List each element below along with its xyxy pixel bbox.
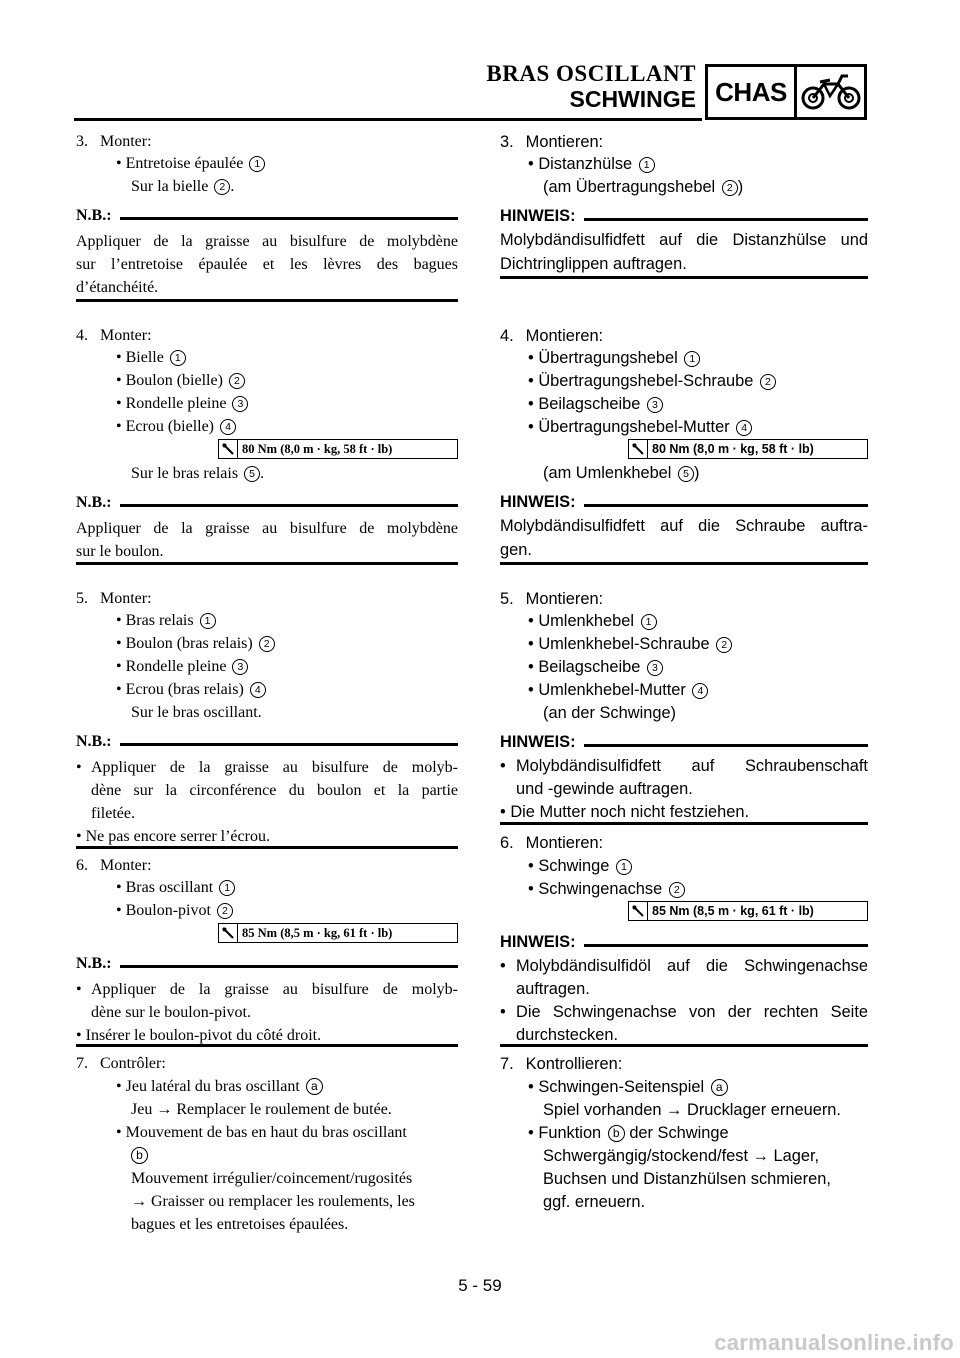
note-text: • Ne pas encore serrer l’écrou. (76, 828, 270, 845)
part-item: • Boulon (bielle) 2 (116, 370, 245, 392)
note-end-rule (76, 846, 458, 849)
note-heading: HINWEIS: (500, 933, 868, 952)
check-item: • Mouvement de bas en haut du bras oscillant (116, 1124, 407, 1141)
watermark-link[interactable]: carmanualsonline.info (714, 1330, 954, 1355)
torque-spec: 85 Nm (8,5 m · kg, 61 ft · lb) (628, 901, 868, 921)
step-5-heading: 5. Montieren: (500, 590, 604, 608)
note-heading: N.B.: (76, 207, 458, 225)
wrench-icon (219, 440, 238, 458)
note-text: auftragen. (516, 980, 590, 998)
note-text: und -gewinde auftragen. (516, 780, 693, 798)
part-item: • Rondelle pleine 3 (116, 393, 248, 415)
step-7-heading: 7. Contrôler: (76, 1055, 166, 1072)
note-text: gen. (500, 541, 532, 559)
note-end-rule (500, 276, 868, 279)
note-text: Appliquer de la graisse au bisulfure de molybdène (76, 520, 458, 537)
install-location: Sur le bras relais 5 . (131, 465, 265, 482)
wrench-icon (629, 440, 648, 458)
callout-marker: 2 (214, 179, 230, 195)
part-item: • Bielle 1 (116, 347, 186, 369)
torque-spec: 85 Nm (8,5 m · kg, 61 ft · lb) (218, 923, 458, 943)
part-item: • Beilagscheibe 3 (528, 393, 663, 415)
note-heading: N.B.: (76, 733, 458, 751)
step-3-heading (76, 131, 152, 153)
step-7-heading: 7. Kontrollieren: (500, 1055, 623, 1073)
install-location: (an der Schwinge) (543, 704, 677, 722)
note-text: durchstecken. (516, 1026, 619, 1044)
note-text: filetée. (91, 805, 135, 822)
part-item: • Ecrou (bras relais) 4 (116, 679, 266, 701)
note-text: Molybdändisulfidfett auf die Distanzhülse und (500, 231, 868, 249)
check-result: Schwergängig/stockend/fest → Lager, (543, 1147, 820, 1165)
motorcycle-icon (797, 67, 864, 117)
note-heading: HINWEIS: (500, 733, 868, 752)
note-end-rule (76, 562, 458, 565)
note-end-rule (76, 299, 458, 302)
install-location: Sur la bielle 2 . (131, 178, 235, 195)
note-end-rule (500, 822, 868, 825)
step-3-heading: 3. Montieren: (500, 133, 604, 151)
part-item: • Beilagscheibe 3 (528, 656, 663, 678)
check-result: bagues et les entretoises épaulées. (131, 1216, 349, 1233)
part-item: • Boulon (bras relais) 2 (116, 633, 275, 655)
note-text: d’étanchéité. (76, 279, 159, 296)
check-result: ggf. erneuern. (543, 1193, 646, 1211)
step-verb: Monter: (100, 133, 152, 150)
step-number: 3. (76, 133, 88, 150)
part-item: • Bras relais 1 (116, 610, 216, 632)
section-badge-label: CHAS (708, 67, 797, 117)
note-end-rule (500, 1044, 868, 1047)
check-result: Jeu → Remplacer le roulement de butée. (131, 1101, 392, 1118)
note-heading: HINWEIS: (500, 493, 868, 512)
header-title-de: SCHWINGE (569, 86, 696, 112)
check-item: • Jeu latéral du bras oscillant a (116, 1076, 323, 1098)
part-item: • Übertragungshebel 1 (528, 347, 700, 369)
wrench-icon (629, 902, 648, 920)
check-result: → Graisser ou remplacer les roulements, les (131, 1193, 415, 1210)
note-text: sur l’entretoise épaulée et les lèvres des bagues (76, 256, 458, 273)
torque-spec: 80 Nm (8,0 m · kg, 58 ft · lb) (628, 439, 868, 459)
wrench-icon (219, 924, 238, 942)
part-item: • Umlenkhebel-Mutter 4 (528, 679, 708, 701)
install-location: (am Umlenkhebel 5 ) (543, 464, 700, 482)
note-text: Molybdändisulfidöl auf die Schwingenachse (516, 957, 868, 975)
check-item: • Funktion b der Schwinge (528, 1124, 729, 1142)
note-text: • Die Mutter noch nicht festziehen. (500, 803, 750, 821)
note-text: Molybdändisulfidfett auf die Schraube auftra- (500, 517, 868, 535)
part-item: • Ecrou (bielle) 4 (116, 416, 236, 438)
note-heading: N.B.: (76, 955, 458, 973)
header-title-fr: BRAS OSCILLANT (486, 61, 696, 86)
install-location: Sur le bras oscillant. (131, 704, 262, 721)
note-text: Dichtringlippen auftragen. (500, 255, 687, 273)
note-text: sur le boulon. (76, 543, 164, 560)
part-item: • Boulon-pivot 2 (116, 900, 233, 922)
step-4-heading: 4. Montieren: (500, 327, 604, 345)
section-badge (705, 64, 867, 120)
note-text: Appliquer de la graisse au bisulfure de molybdène (76, 233, 458, 250)
check-result: Buchsen und Distanzhülsen schmieren, (543, 1170, 831, 1188)
step-6-heading: 6. Monter: (76, 857, 152, 874)
page-number: 5 - 59 (458, 1276, 502, 1295)
step-6-heading: 6. Montieren: (500, 834, 604, 852)
part-item: • Bras oscillant 1 (116, 877, 235, 899)
step-5-heading: 5. Monter: (76, 590, 152, 607)
install-location: (am Übertragungshebel 2 ) (543, 178, 744, 196)
note-heading: N.B.: (76, 494, 458, 512)
callout-marker: 1 (249, 156, 265, 172)
part-item: • Schwinge 1 (528, 855, 632, 877)
note-text: dène sur le boulon-pivot. (91, 1004, 251, 1021)
callout-marker: b (131, 1147, 148, 1164)
note-text: Appliquer de la graisse au bisulfure de molyb- (91, 981, 458, 998)
header-rule (74, 118, 702, 121)
note-heading: HINWEIS: (500, 207, 868, 226)
part-item: • Umlenkhebel 1 (528, 610, 657, 632)
part-item: • Schwingenachse 2 (528, 878, 685, 900)
check-item: • Schwingen-Seitenspiel a (528, 1076, 728, 1098)
note-text: Die Schwingenachse von der rechten Seite (516, 1003, 868, 1021)
part-item: • Distanzhülse 1 (528, 153, 655, 175)
note-end-rule (76, 1044, 458, 1047)
note-text: dène sur la circonférence du boulon et la partie (91, 782, 458, 799)
note-end-rule (500, 562, 868, 565)
part-item: • Umlenkhebel-Schraube 2 (528, 633, 732, 655)
part-item: • Übertragungshebel-Schraube 2 (528, 370, 776, 392)
check-result: Mouvement irrégulier/coincement/rugosités (131, 1170, 413, 1187)
torque-spec: 80 Nm (8,0 m · kg, 58 ft · lb) (218, 439, 458, 459)
part-item: • Übertragungshebel-Mutter 4 (528, 416, 752, 438)
step-4-heading: 4. Monter: (76, 327, 152, 344)
part-item: • Entretoise épaulée 1 (116, 153, 265, 175)
part-item: • Rondelle pleine 3 (116, 656, 248, 678)
note-text: Appliquer de la graisse au bisulfure de molyb- (91, 759, 458, 776)
note-text: Molybdändisulfidfett auf Schraubenschaft (516, 757, 868, 775)
check-result: Spiel vorhanden → Drucklager erneuern. (543, 1101, 841, 1119)
note-text: • Insérer le boulon-pivot du côté droit. (76, 1027, 322, 1044)
